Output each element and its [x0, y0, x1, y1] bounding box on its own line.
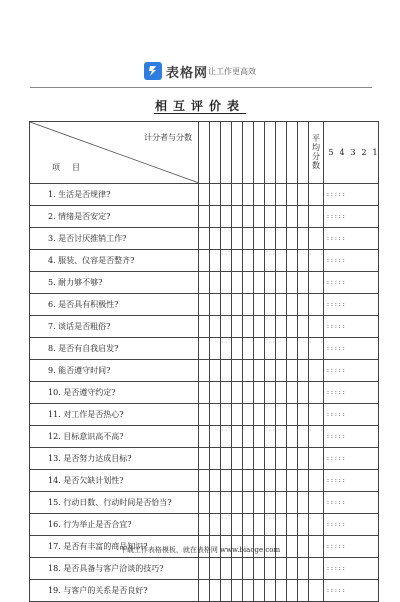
- item-text: 6. 是否具有积极性?: [30, 294, 199, 316]
- score-label: 3: [350, 148, 356, 157]
- score-cell[interactable]: [265, 558, 276, 580]
- score-cell[interactable]: [276, 404, 287, 426]
- score-cell[interactable]: [221, 558, 232, 580]
- scorer-column[interactable]: [199, 122, 210, 184]
- score-cell[interactable]: [232, 228, 243, 250]
- score-cell[interactable]: [276, 184, 287, 206]
- score-cell[interactable]: [221, 294, 232, 316]
- scorer-column[interactable]: [243, 122, 254, 184]
- score-cell[interactable]: [254, 338, 265, 360]
- score-cell[interactable]: [243, 448, 254, 470]
- score-cell[interactable]: [232, 316, 243, 338]
- title-underline: [154, 113, 246, 114]
- scorer-column[interactable]: [221, 122, 232, 184]
- average-score-label: 平均分数: [312, 134, 320, 170]
- score-cell[interactable]: [232, 448, 243, 470]
- score-cell[interactable]: [298, 470, 309, 492]
- score-cell[interactable]: [210, 448, 221, 470]
- item-text: 19. 与客户的关系是否良好?: [30, 580, 199, 602]
- score-cell[interactable]: [221, 272, 232, 294]
- score-cell[interactable]: [243, 228, 254, 250]
- slogan: 让工作更高效: [208, 67, 256, 76]
- table-row: [30, 228, 379, 250]
- score-cell[interactable]: [243, 184, 254, 206]
- score-cell[interactable]: [210, 228, 221, 250]
- score-cell[interactable]: [265, 250, 276, 272]
- score-cell[interactable]: [287, 250, 298, 272]
- score-cell[interactable]: [199, 492, 210, 514]
- table-row: [30, 294, 379, 316]
- score-cell[interactable]: [199, 558, 210, 580]
- score-cell[interactable]: [265, 272, 276, 294]
- score-cell[interactable]: [287, 360, 298, 382]
- score-cell[interactable]: [265, 404, 276, 426]
- score-cell[interactable]: [221, 382, 232, 404]
- score-cell[interactable]: [199, 448, 210, 470]
- score-cell[interactable]: [287, 558, 298, 580]
- score-cell[interactable]: [254, 470, 265, 492]
- score-cell[interactable]: [254, 294, 265, 316]
- score-cell[interactable]: [298, 404, 309, 426]
- score-cell[interactable]: [232, 404, 243, 426]
- table-row: [30, 184, 379, 206]
- score-cell[interactable]: [265, 206, 276, 228]
- score-cell[interactable]: [210, 294, 221, 316]
- item-text: 14. 是否欠缺计划性?: [30, 470, 199, 492]
- score-cell[interactable]: [199, 514, 210, 536]
- score-marks: : : : : :: [324, 536, 379, 558]
- item-text: 4. 服装、仪容是否整齐?: [30, 250, 199, 272]
- table-row: [30, 470, 379, 492]
- score-cell[interactable]: [210, 580, 221, 602]
- score-cell[interactable]: [276, 382, 287, 404]
- score-cell[interactable]: [232, 184, 243, 206]
- table-row: [30, 426, 379, 448]
- item-text: 18. 是否具备与客户洽谈的技巧?: [30, 558, 199, 580]
- score-cell[interactable]: [265, 470, 276, 492]
- score-cell[interactable]: [298, 382, 309, 404]
- scorer-column[interactable]: [276, 122, 287, 184]
- score-cell[interactable]: [232, 514, 243, 536]
- average-cell[interactable]: [309, 448, 324, 470]
- score-marks: : : : : :: [324, 338, 379, 360]
- score-cell[interactable]: [265, 316, 276, 338]
- score-cell[interactable]: [276, 294, 287, 316]
- score-cell[interactable]: [210, 404, 221, 426]
- score-cell[interactable]: [276, 580, 287, 602]
- score-cell[interactable]: [243, 338, 254, 360]
- average-cell[interactable]: [309, 492, 324, 514]
- table-row: [30, 250, 379, 272]
- scorer-column[interactable]: [298, 122, 309, 184]
- score-cell[interactable]: [298, 250, 309, 272]
- table-row: [30, 404, 379, 426]
- score-cell[interactable]: [210, 272, 221, 294]
- score-cell[interactable]: [276, 558, 287, 580]
- score-cell[interactable]: [276, 360, 287, 382]
- average-cell[interactable]: [309, 426, 324, 448]
- score-cell[interactable]: [298, 294, 309, 316]
- score-cell[interactable]: [210, 382, 221, 404]
- score-marks: : : : : :: [324, 426, 379, 448]
- score-cell[interactable]: [298, 228, 309, 250]
- item-text: 13. 是否努力达成目标?: [30, 448, 199, 470]
- score-cell[interactable]: [265, 580, 276, 602]
- table-header-row: [30, 122, 379, 184]
- score-cell[interactable]: [265, 426, 276, 448]
- score-cell[interactable]: [221, 492, 232, 514]
- score-cell[interactable]: [287, 470, 298, 492]
- average-cell[interactable]: [309, 228, 324, 250]
- score-cell[interactable]: [243, 558, 254, 580]
- score-cell[interactable]: [232, 470, 243, 492]
- score-cell[interactable]: [276, 448, 287, 470]
- score-cell[interactable]: [221, 360, 232, 382]
- score-marks: : : : : :: [324, 470, 379, 492]
- score-label: 2: [361, 148, 367, 157]
- score-cell[interactable]: [232, 382, 243, 404]
- score-cell[interactable]: [232, 426, 243, 448]
- score-cell[interactable]: [254, 558, 265, 580]
- score-cell[interactable]: [210, 338, 221, 360]
- score-cell[interactable]: [243, 382, 254, 404]
- score-marks: : : : : :: [324, 514, 379, 536]
- page-title: 相互评价表: [154, 99, 245, 113]
- score-cell[interactable]: [287, 448, 298, 470]
- score-cell[interactable]: [221, 470, 232, 492]
- score-cell[interactable]: [254, 206, 265, 228]
- score-cell[interactable]: [199, 470, 210, 492]
- score-cell[interactable]: [232, 294, 243, 316]
- score-cell[interactable]: [254, 382, 265, 404]
- score-cell[interactable]: [254, 316, 265, 338]
- score-cell[interactable]: [276, 426, 287, 448]
- score-cell[interactable]: [232, 492, 243, 514]
- average-cell[interactable]: [309, 316, 324, 338]
- score-cell[interactable]: [243, 250, 254, 272]
- score-label: 4: [339, 148, 345, 157]
- score-cell[interactable]: [298, 514, 309, 536]
- score-cell[interactable]: [287, 492, 298, 514]
- score-cell[interactable]: [298, 580, 309, 602]
- scorer-column[interactable]: [210, 122, 221, 184]
- score-cell[interactable]: [243, 294, 254, 316]
- score-marks: : : : : :: [324, 294, 379, 316]
- item-text: 12. 目标意识高不高?: [30, 426, 199, 448]
- average-cell[interactable]: [309, 250, 324, 272]
- score-cell[interactable]: [243, 360, 254, 382]
- item-text: 7. 谈话是否粗俗?: [30, 316, 199, 338]
- score-cell[interactable]: [265, 184, 276, 206]
- score-marks: : : : : :: [324, 360, 379, 382]
- average-cell[interactable]: [309, 470, 324, 492]
- item-text: 16. 行为举止是否合宜?: [30, 514, 199, 536]
- score-cell[interactable]: [199, 272, 210, 294]
- score-cell[interactable]: [199, 360, 210, 382]
- score-cell[interactable]: [199, 404, 210, 426]
- score-cell[interactable]: [232, 206, 243, 228]
- item-text: 15. 行动日数、行动时间是否恰当?: [30, 492, 199, 514]
- average-cell[interactable]: [309, 404, 324, 426]
- item-text: 8. 是否有自我启发?: [30, 338, 199, 360]
- score-cell[interactable]: [287, 272, 298, 294]
- score-cell[interactable]: [265, 382, 276, 404]
- score-cell[interactable]: [243, 404, 254, 426]
- score-cell[interactable]: [287, 228, 298, 250]
- score-cell[interactable]: [265, 360, 276, 382]
- score-cell[interactable]: [210, 250, 221, 272]
- average-cell[interactable]: [309, 558, 324, 580]
- table-row: [30, 316, 379, 338]
- score-cell[interactable]: [221, 206, 232, 228]
- score-cell[interactable]: [276, 492, 287, 514]
- average-cell[interactable]: [309, 360, 324, 382]
- score-cell[interactable]: [221, 514, 232, 536]
- score-cell[interactable]: [254, 448, 265, 470]
- item-text: 11. 对工作是否热心?: [30, 404, 199, 426]
- table-row: [30, 206, 379, 228]
- score-cell[interactable]: [298, 206, 309, 228]
- average-cell[interactable]: [309, 184, 324, 206]
- average-cell[interactable]: [309, 294, 324, 316]
- score-cell[interactable]: [221, 338, 232, 360]
- score-cell[interactable]: [210, 492, 221, 514]
- table-row: [30, 382, 379, 404]
- score-cell[interactable]: [287, 426, 298, 448]
- score-cell[interactable]: [199, 316, 210, 338]
- score-cell[interactable]: [232, 272, 243, 294]
- score-cell[interactable]: [254, 404, 265, 426]
- score-cell[interactable]: [265, 228, 276, 250]
- score-marks: : : : : :: [324, 206, 379, 228]
- score-cell[interactable]: [221, 426, 232, 448]
- item-text: 10. 是否遵守约定?: [30, 382, 199, 404]
- score-cell[interactable]: [265, 338, 276, 360]
- average-cell[interactable]: [309, 382, 324, 404]
- score-cell[interactable]: [243, 272, 254, 294]
- score-cell[interactable]: [298, 426, 309, 448]
- score-cell[interactable]: [265, 294, 276, 316]
- average-cell[interactable]: [309, 338, 324, 360]
- score-cell[interactable]: [199, 426, 210, 448]
- score-cell[interactable]: [210, 470, 221, 492]
- score-cell[interactable]: [199, 338, 210, 360]
- table-row: [30, 492, 379, 514]
- score-cell[interactable]: [287, 316, 298, 338]
- scorer-column[interactable]: [265, 122, 276, 184]
- score-cell[interactable]: [221, 448, 232, 470]
- table-row: [30, 338, 379, 360]
- score-cell[interactable]: [210, 206, 221, 228]
- logo-name: 表格网: [166, 66, 209, 81]
- score-marks: : : : : :: [324, 448, 379, 470]
- score-cell[interactable]: [254, 360, 265, 382]
- score-cell[interactable]: [210, 184, 221, 206]
- score-marks: : : : : :: [324, 558, 379, 580]
- score-cell[interactable]: [210, 360, 221, 382]
- score-cell[interactable]: [276, 228, 287, 250]
- score-cell[interactable]: [287, 184, 298, 206]
- table-row: [30, 272, 379, 294]
- score-marks: : : : : :: [324, 228, 379, 250]
- score-cell[interactable]: [265, 448, 276, 470]
- score-cell[interactable]: [199, 250, 210, 272]
- score-cell[interactable]: [287, 338, 298, 360]
- score-cell[interactable]: [254, 514, 265, 536]
- table-row: [30, 448, 379, 470]
- item-text: 3. 是否讨厌推销工作?: [30, 228, 199, 250]
- score-cell[interactable]: [232, 250, 243, 272]
- score-cell[interactable]: [243, 580, 254, 602]
- score-cell[interactable]: [276, 250, 287, 272]
- score-cell[interactable]: [276, 338, 287, 360]
- item-label: 项目: [52, 163, 92, 172]
- item-text: 9. 能否遵守时间?: [30, 360, 199, 382]
- score-scale-header: [324, 122, 379, 184]
- score-marks: : : : : :: [324, 250, 379, 272]
- header-divider: [30, 87, 372, 88]
- score-cell[interactable]: [254, 272, 265, 294]
- score-cell[interactable]: [199, 294, 210, 316]
- table-row: [30, 360, 379, 382]
- score-label: 5: [328, 148, 334, 157]
- score-cell[interactable]: [298, 558, 309, 580]
- score-cell[interactable]: [221, 316, 232, 338]
- score-cell[interactable]: [287, 294, 298, 316]
- score-cell[interactable]: [298, 184, 309, 206]
- scorer-label: 计分者与分数: [144, 133, 192, 142]
- score-cell[interactable]: [221, 184, 232, 206]
- diagonal-header-cell: [30, 122, 199, 184]
- score-marks: : : : : :: [324, 316, 379, 338]
- item-text: 1. 生活是否规律?: [30, 184, 199, 206]
- score-cell[interactable]: [210, 426, 221, 448]
- score-cell[interactable]: [254, 426, 265, 448]
- item-text: 2. 情绪是否安定?: [30, 206, 199, 228]
- item-text: 5. 耐力够不够?: [30, 272, 199, 294]
- item-text: 17. 是否有丰富的商品知识?: [30, 536, 199, 558]
- score-cell[interactable]: [210, 316, 221, 338]
- score-cell[interactable]: [232, 558, 243, 580]
- score-cell[interactable]: [232, 338, 243, 360]
- score-cell[interactable]: [221, 250, 232, 272]
- score-cell[interactable]: [243, 492, 254, 514]
- score-cell[interactable]: [243, 426, 254, 448]
- score-cell[interactable]: [298, 272, 309, 294]
- score-cell[interactable]: [287, 514, 298, 536]
- average-cell[interactable]: [309, 272, 324, 294]
- average-score-header: [309, 122, 324, 184]
- score-cell[interactable]: [287, 404, 298, 426]
- score-cell[interactable]: [199, 228, 210, 250]
- score-label: 1: [372, 148, 378, 157]
- score-cell[interactable]: [254, 250, 265, 272]
- evaluation-table: [29, 121, 379, 602]
- score-marks: : : : : :: [324, 382, 379, 404]
- score-cell[interactable]: [221, 404, 232, 426]
- score-cell[interactable]: [221, 228, 232, 250]
- score-cell[interactable]: [298, 448, 309, 470]
- average-cell[interactable]: [309, 206, 324, 228]
- score-cell[interactable]: [254, 492, 265, 514]
- score-cell[interactable]: [243, 316, 254, 338]
- score-cell[interactable]: [298, 338, 309, 360]
- score-cell[interactable]: [265, 514, 276, 536]
- score-cell[interactable]: [287, 382, 298, 404]
- score-cell[interactable]: [254, 580, 265, 602]
- page-footer: 下载工作表格模板，就在表格网 www.biaoge.com: [119, 546, 281, 554]
- score-cell[interactable]: [199, 580, 210, 602]
- scorer-column[interactable]: [254, 122, 265, 184]
- score-cell[interactable]: [287, 206, 298, 228]
- score-cell[interactable]: [243, 470, 254, 492]
- table-row: [30, 558, 379, 580]
- score-cell[interactable]: [210, 558, 221, 580]
- score-cell[interactable]: [221, 580, 232, 602]
- score-marks: : : : : :: [324, 492, 379, 514]
- table-row: [30, 514, 379, 536]
- score-cell[interactable]: [276, 470, 287, 492]
- score-cell[interactable]: [210, 514, 221, 536]
- score-cell[interactable]: [276, 272, 287, 294]
- score-cell[interactable]: [298, 316, 309, 338]
- score-marks: : : : : :: [324, 580, 379, 602]
- average-cell[interactable]: [309, 514, 324, 536]
- score-cell[interactable]: [287, 580, 298, 602]
- score-marks: : : : : :: [324, 404, 379, 426]
- score-marks: : : : : :: [324, 184, 379, 206]
- score-cell[interactable]: [199, 382, 210, 404]
- average-cell[interactable]: [309, 580, 324, 602]
- score-cell[interactable]: [232, 360, 243, 382]
- score-cell[interactable]: [243, 514, 254, 536]
- scorer-column[interactable]: [287, 122, 298, 184]
- table-row: [30, 580, 379, 602]
- score-cell[interactable]: [276, 514, 287, 536]
- logo-icon: [144, 62, 162, 80]
- score-cell[interactable]: [276, 316, 287, 338]
- score-cell[interactable]: [276, 206, 287, 228]
- score-cell[interactable]: [243, 206, 254, 228]
- page-header: [0, 0, 400, 90]
- score-cell[interactable]: [199, 206, 210, 228]
- score-cell[interactable]: [254, 228, 265, 250]
- score-cell[interactable]: [298, 492, 309, 514]
- score-cell[interactable]: [199, 184, 210, 206]
- score-marks: : : : : :: [324, 272, 379, 294]
- score-cell[interactable]: [232, 580, 243, 602]
- score-cell[interactable]: [298, 360, 309, 382]
- score-cell[interactable]: [265, 492, 276, 514]
- scorer-column[interactable]: [232, 122, 243, 184]
- score-cell[interactable]: [254, 184, 265, 206]
